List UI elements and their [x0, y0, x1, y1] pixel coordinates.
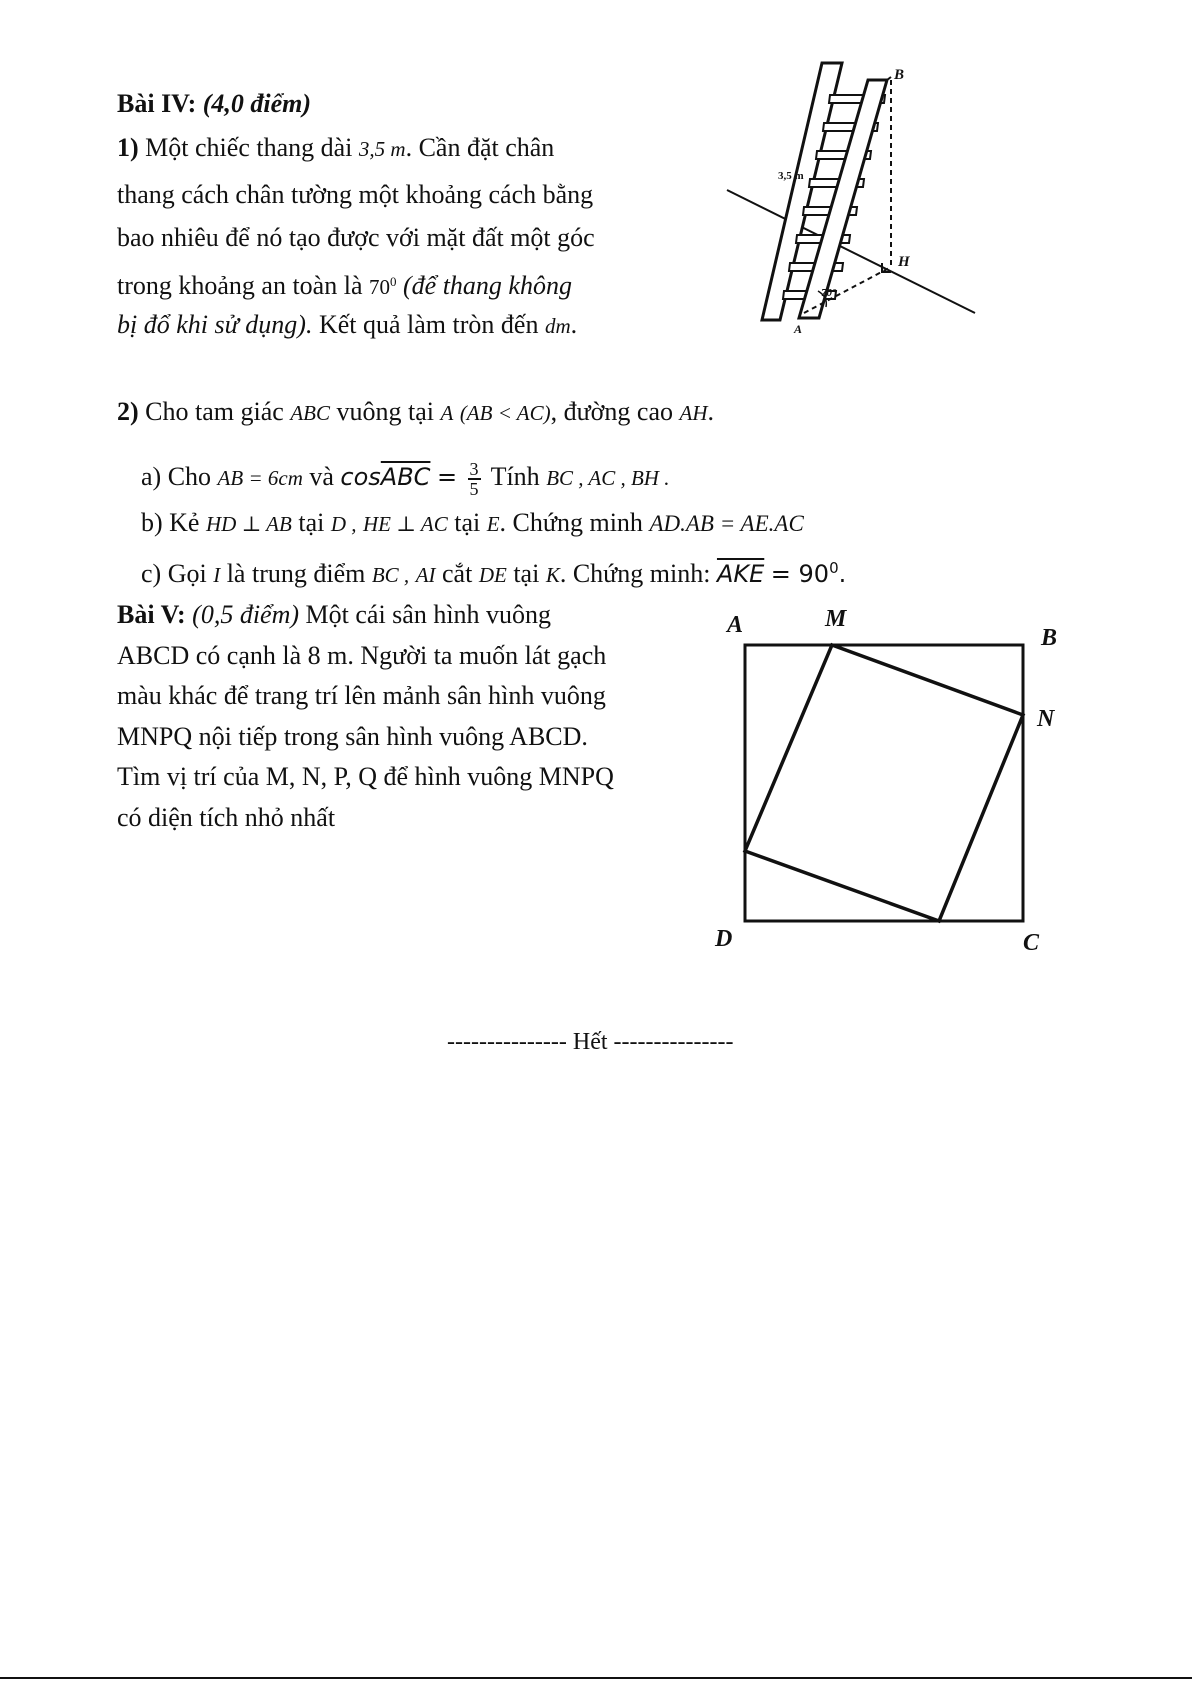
ladder-label-b: B [894, 67, 905, 83]
item-c-label: c) Gọi [141, 559, 207, 588]
bai4-p2a: a) Cho AB = 6cm và $\cos\overline{ABC}$ = $\frac{3}{5}$ Tính BC , AC , BH . [141, 459, 670, 500]
p1-text: trong khoảng an toàn là [117, 271, 363, 300]
bai4-p1-line5: bị đổ khi sử dụng). Kết quả làm tròn đến dm. [117, 310, 578, 339]
bai4-p2c: c) Gọi I là trung điểm BC , AI cắt DE tại K. Chứng minh: $\overline{AKE} = 90^0$. [141, 559, 847, 588]
item-a-label: a) Cho [141, 462, 212, 491]
side-condition: (AB < AC) [459, 401, 551, 425]
square-label-b: B [1041, 625, 1058, 651]
triangle-name: ABC [290, 401, 330, 425]
ladder-length: 3,5 m [358, 137, 406, 161]
p1-note: bị đổ khi sử dụng). [117, 310, 313, 339]
bai5-line6: có diện tích nhỏ nhất [117, 803, 336, 832]
round-unit: dm [544, 314, 571, 338]
bai4-p2b: b) Kẻ HD ⊥ AB tại D , HE ⊥ AC tại E. Chứng minh AD.AB = AE.AC [141, 508, 804, 537]
bottom-rule [0, 1677, 1192, 1679]
ladder-label-h: H [898, 254, 910, 270]
bai5-line1: Bài V: (0,5 điểm) Một cái sân hình vuông [117, 600, 552, 629]
bai4-heading [117, 84, 311, 124]
ladder-label-a: A [794, 322, 803, 336]
bai5-title: Bài V: [117, 600, 186, 629]
ladder-label-angle: 70° [821, 287, 837, 299]
angle-abc: $\overline{ABC}$ [380, 463, 431, 491]
square-label-d: D [715, 926, 733, 952]
safe-angle: $70^0$ [369, 274, 397, 299]
bai5-line2: ABCD có cạnh là 8 m. Người ta muốn lát gạch [117, 641, 607, 670]
square-label-c: C [1023, 930, 1040, 956]
p1-text: Kết quả làm tròn đến [318, 310, 539, 339]
p1-text: . Cần đặt chân [405, 133, 555, 162]
bai5-line3: màu khác để trang trí lên mảnh sân hình vuông [117, 681, 606, 710]
item-b-label: b) Kẻ [141, 508, 200, 537]
bai4-points: (4,0 điểm) [202, 89, 312, 118]
bai4-p2-line1: 2) Cho tam giác ABC vuông tại A (AB < AC), đường cao AH. [117, 397, 715, 426]
bai4-p1-line4 [117, 262, 572, 307]
bai5-points: (0,5 điểm) [192, 600, 300, 629]
ladder-figure [720, 55, 990, 370]
square-figure [705, 600, 1075, 960]
p1-number: 1) [117, 133, 139, 162]
bai4-p1-line1 [117, 128, 554, 169]
square-abcd [745, 645, 1023, 921]
p2-number: 2) [117, 397, 139, 426]
ladder-label-length: 3,5 m [778, 170, 804, 182]
bai4-p1-line3: bao nhiêu để nó tạo được với mặt đất một góc [117, 223, 595, 252]
p1-text: Một chiếc thang dài [145, 133, 353, 162]
bai4-p1-line2: thang cách chân tường một khoảng cách bằng [117, 180, 594, 209]
bai5-line5: Tìm vị trí của M, N, P, Q để hình vuông MNPQ [117, 762, 614, 791]
square-label-m: M [825, 606, 847, 632]
bai5-line4: MNPQ nội tiếp trong sân hình vuông ABCD. [117, 722, 588, 751]
end-label: Hết [572, 1029, 608, 1055]
square-label-n: N [1037, 706, 1055, 732]
square-label-a: A [727, 612, 744, 638]
fraction: $\frac{3}{5}$ [469, 459, 479, 500]
end-marker: --------------- Hết --------------- [447, 1029, 734, 1055]
bai4-title: Bài IV: [117, 89, 197, 118]
angle-ake: $\overline{AKE}$ [716, 560, 765, 588]
square-mnpq [745, 645, 1023, 921]
p1-note: (để thang không [403, 271, 572, 300]
